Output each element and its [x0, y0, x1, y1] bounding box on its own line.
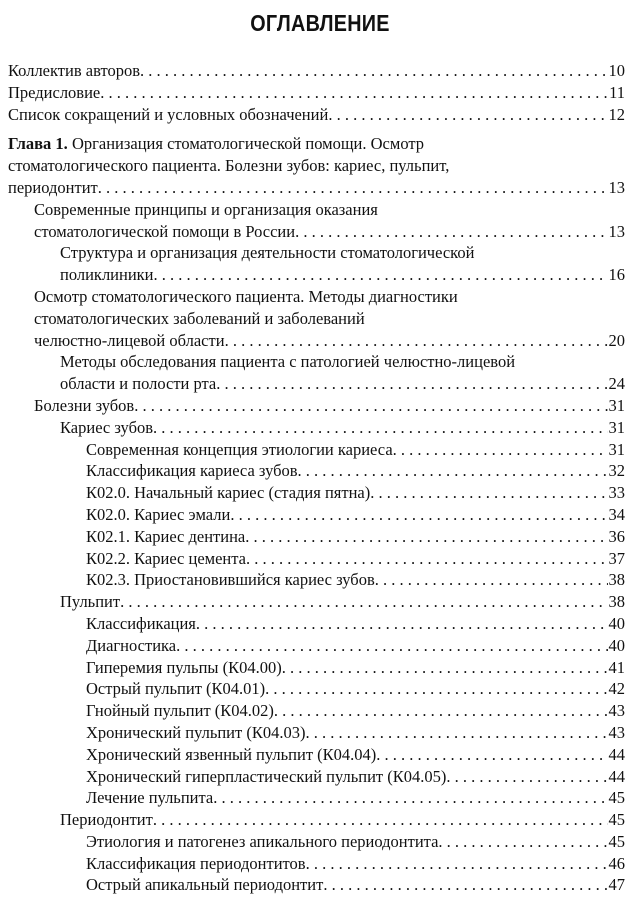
page-number: 41 [608, 657, 625, 677]
toc-entry-text [86, 526, 245, 548]
toc-entry-text [86, 548, 246, 570]
toc-entry-last-line [86, 460, 625, 482]
toc-entry-text [86, 482, 370, 504]
toc-entry-text [60, 417, 153, 439]
dot-leader [306, 853, 608, 875]
toc-entry[interactable] [86, 700, 625, 722]
dot-leader [305, 722, 607, 744]
dot-leader [265, 678, 607, 700]
page-number: 36 [608, 526, 625, 546]
toc-entry-title: Хронический язвенный пульпит (К04.04) [86, 744, 377, 764]
toc-entry[interactable] [8, 82, 625, 104]
dot-leader [120, 591, 607, 613]
toc-entry-text [34, 287, 458, 306]
toc-entry-last-line [86, 853, 625, 875]
toc-entry[interactable] [86, 831, 625, 853]
toc-entry[interactable] [34, 395, 625, 417]
toc-entry[interactable] [86, 460, 625, 482]
toc-entry-title: Классификация периодонтитов [86, 853, 306, 873]
toc-entry-text [34, 309, 365, 328]
page-number: 45 [608, 831, 625, 851]
toc-entry-line [60, 351, 625, 373]
page-number: 31 [608, 417, 625, 437]
toc-entry-text [86, 439, 393, 461]
dot-leader [328, 104, 607, 126]
toc-entry-text [86, 831, 438, 853]
dot-leader [393, 439, 608, 461]
dot-leader [323, 874, 607, 896]
page-number: 11 [609, 82, 625, 102]
toc-entry-last-line [86, 439, 625, 461]
toc-entry-line [8, 133, 625, 155]
toc-entry-text [60, 373, 216, 395]
toc-entry[interactable] [86, 613, 625, 635]
dot-leader [100, 82, 608, 104]
toc-entry-last-line [8, 82, 625, 104]
toc-entry-title: Пульпит [60, 592, 121, 612]
toc-entry[interactable] [8, 133, 625, 198]
toc-entry-title: Осмотр стоматологического пациента. Методы диагностики [34, 286, 458, 306]
toc-entry-text [86, 678, 265, 700]
toc-entry-last-line [86, 613, 625, 635]
toc-entry-title: Современная концепция этиологии кариеса [86, 439, 393, 459]
toc-entry-last-line [34, 221, 625, 243]
toc-entry-title: Классификация кариеса зубов [86, 461, 298, 481]
page-number: 45 [608, 810, 625, 830]
toc-entry[interactable] [60, 242, 625, 286]
toc-entry[interactable] [60, 417, 625, 439]
toc-entry-last-line [60, 591, 625, 613]
toc-entry-title: Хронический гиперпластический пульпит (К04.05) [86, 766, 447, 786]
chapter-label: Глава 1. [8, 134, 68, 154]
toc-entry-title: стоматологического пациента. Болезни зубов: кариес, пульпит, [8, 156, 450, 176]
dot-leader [213, 787, 607, 809]
toc-entry-title: Лечение пульпита [86, 788, 214, 808]
toc-entry-text [34, 395, 134, 417]
toc-entry-text [34, 330, 225, 352]
toc-entry-line [34, 199, 625, 221]
page-number: 10 [608, 61, 625, 80]
toc-entry-last-line [86, 831, 625, 853]
toc-entry[interactable] [86, 504, 625, 526]
page-number: 12 [608, 104, 625, 124]
toc-entry-title: периодонтит [8, 177, 98, 197]
toc-entry-line [34, 308, 625, 330]
toc-entry[interactable] [86, 678, 625, 700]
page-number: 16 [608, 265, 625, 285]
dot-leader [154, 264, 608, 286]
page-number: 44 [608, 744, 625, 764]
toc-entry-last-line [8, 60, 625, 82]
toc-entry[interactable] [86, 722, 625, 744]
toc-entry-last-line [86, 874, 625, 896]
toc-entry[interactable] [86, 635, 625, 657]
dot-leader [274, 700, 608, 722]
page-number: 38 [608, 570, 625, 590]
toc-entry-title: Классификация [86, 613, 196, 633]
toc-entry-last-line [86, 657, 625, 679]
page-number: 38 [608, 592, 625, 612]
toc-entry[interactable] [86, 439, 625, 461]
dot-leader [196, 613, 608, 635]
toc-entry-title: К02.0. Начальный кариес (стадия пятна) [86, 483, 371, 503]
page-number: 13 [608, 177, 625, 197]
dot-leader [216, 373, 607, 395]
page-number: 20 [608, 330, 625, 350]
toc-entry-last-line [86, 700, 625, 722]
toc-entry-last-line [86, 504, 625, 526]
page-number: 13 [608, 221, 625, 241]
page-number: 24 [608, 374, 625, 394]
dot-leader [225, 330, 608, 352]
toc-entry-title: Предисловие [8, 82, 101, 102]
toc-entry-text [60, 809, 153, 831]
toc-entry-text [86, 635, 176, 657]
page-number: 47 [608, 875, 625, 895]
dot-leader [230, 504, 607, 526]
dot-leader [295, 221, 607, 243]
toc-entry-title: Острый апикальный периодонтит [86, 875, 324, 895]
toc-entry-last-line [86, 635, 625, 657]
toc-entry-text [86, 874, 323, 896]
toc-entry[interactable] [8, 60, 625, 82]
toc-entry-title: челюстно-лицевой области [34, 330, 225, 350]
toc-entry-text [86, 613, 196, 635]
toc-entry-text [86, 744, 376, 766]
dot-leader [370, 482, 607, 504]
toc-entry[interactable] [8, 104, 625, 126]
dot-leader [375, 569, 608, 591]
toc-entry-title: Методы обследования пациента с патологией челюстно-лицевой [60, 352, 516, 372]
toc-entry-last-line [86, 787, 625, 809]
toc-entry[interactable] [60, 351, 625, 395]
toc-entry-text [86, 700, 274, 722]
page-number: 40 [608, 613, 625, 633]
table-of-contents [8, 60, 625, 896]
page-number: 37 [608, 548, 625, 568]
toc-entry-last-line [86, 526, 625, 548]
dot-leader [245, 526, 607, 548]
dot-leader [446, 766, 607, 788]
toc-entry-last-line [34, 395, 625, 417]
toc-entry-text [8, 104, 328, 126]
dot-leader [376, 744, 607, 766]
toc-entry-line [60, 242, 625, 264]
dot-leader [153, 417, 607, 439]
toc-entry-text [8, 82, 100, 104]
toc-entry-title: Гиперемия пульпы (К04.00) [86, 657, 282, 677]
toc-entry-line [34, 286, 625, 308]
page-number: 31 [608, 439, 625, 459]
toc-entry-title: Гнойный пульпит (К04.02) [86, 701, 274, 721]
toc-entry-text [8, 177, 98, 199]
toc-entry-title: Современные принципы и организация оказания [34, 199, 378, 219]
page-number: 40 [608, 635, 625, 655]
toc-entry-title: Болезни зубов [34, 395, 135, 415]
toc-entry[interactable] [86, 569, 625, 591]
dot-leader [140, 60, 608, 82]
toc-entry-text [86, 787, 213, 809]
toc-entry-last-line [60, 264, 625, 286]
toc-entry-title: К02.0. Кариес эмали [86, 504, 231, 524]
page-number: 44 [608, 766, 625, 786]
toc-entry-title: Хронический пульпит (К04.03) [86, 722, 306, 742]
dot-leader [98, 177, 608, 199]
toc-entry-last-line [86, 766, 625, 788]
toc-entry-title: К02.3. Приостановившийся кариес зубов [86, 570, 375, 590]
toc-entry-title: области и полости рта [60, 374, 217, 394]
page-number: 42 [608, 679, 625, 699]
toc-entry-line [8, 155, 625, 177]
dot-leader [176, 635, 607, 657]
toc-entry[interactable] [86, 657, 625, 679]
toc-entry-text [86, 569, 375, 591]
toc-entry-title: Список сокращений и условных обозначений [8, 104, 329, 124]
page-number: 45 [608, 788, 625, 808]
toc-entry-title: Этиология и патогенез апикального периодонтита [86, 831, 439, 851]
dot-leader [438, 831, 607, 853]
toc-entry-title: К02.1. Кариес дентина [86, 526, 246, 546]
toc-entry-last-line [86, 482, 625, 504]
toc-entry-text [60, 352, 515, 371]
page-number: 43 [608, 722, 625, 742]
toc-entry[interactable] [86, 874, 625, 896]
page-number: 43 [608, 701, 625, 721]
toc-entry-title: поликлиники [60, 265, 154, 285]
toc-entry-last-line [86, 569, 625, 591]
toc-entry[interactable] [34, 286, 625, 351]
toc-entry-last-line [86, 548, 625, 570]
toc-entry-title: Коллектив авторов [8, 61, 140, 80]
toc-entry-last-line [60, 373, 625, 395]
toc-entry-text [60, 591, 120, 613]
toc-entry-text [86, 504, 230, 526]
toc-entry-last-line [8, 104, 625, 126]
section-gap [8, 125, 625, 133]
toc-entry-title: Периодонтит [60, 810, 153, 830]
toc-entry-title: Диагностика [86, 635, 177, 655]
toc-entry-text [86, 460, 298, 482]
toc-entry[interactable] [34, 199, 625, 243]
toc-entry-text [8, 60, 140, 82]
toc-entry-text [60, 264, 154, 286]
toc-entry-text [86, 722, 305, 744]
page-number: 46 [608, 853, 625, 873]
page-number: 33 [608, 483, 625, 503]
toc-entry-text [8, 134, 424, 153]
dot-leader [153, 809, 608, 831]
dot-leader [134, 395, 607, 417]
toc-entry[interactable] [86, 744, 625, 766]
toc-entry[interactable] [86, 787, 625, 809]
toc-entry-text [86, 853, 306, 875]
page-number: 32 [608, 461, 625, 481]
toc-entry-text [86, 657, 282, 679]
page-title: ОГЛАВЛЕНИЕ [250, 10, 390, 36]
toc-entry-title: Организация стоматологической помощи. Осмотр [67, 134, 425, 154]
toc-entry-title: Кариес зубов [60, 417, 154, 437]
toc-entry[interactable] [86, 548, 625, 570]
toc-entry-last-line [86, 744, 625, 766]
toc-entry-last-line [60, 809, 625, 831]
toc-entry-text [86, 766, 446, 788]
dot-leader [298, 460, 608, 482]
dot-leader [282, 657, 608, 679]
toc-entry[interactable] [60, 591, 625, 613]
toc-entry-last-line [8, 177, 625, 199]
toc-entry-title: Острый пульпит (К04.01) [86, 679, 266, 699]
toc-entry[interactable] [60, 809, 625, 831]
page-number: 34 [608, 504, 625, 524]
toc-entry-text [60, 243, 474, 262]
toc-entry-last-line [34, 330, 625, 352]
toc-entry-text [34, 221, 295, 243]
toc-entry-title: К02.2. Кариес цемента [86, 548, 246, 568]
toc-entry[interactable] [86, 526, 625, 548]
toc-entry-title: стоматологических заболеваний и заболеваний [34, 308, 365, 328]
toc-entry-title: стоматологической помощи в России [34, 221, 296, 241]
page-number: 31 [608, 395, 625, 415]
dot-leader [246, 548, 608, 570]
toc-entry-last-line [86, 722, 625, 744]
toc-entry-text [8, 156, 449, 175]
toc-entry[interactable] [86, 766, 625, 788]
toc-entry-text [34, 200, 378, 219]
toc-entry-title: Структура и организация деятельности стоматологической [60, 243, 475, 263]
toc-entry[interactable] [86, 853, 625, 875]
toc-entry-last-line [60, 417, 625, 439]
toc-entry[interactable] [86, 482, 625, 504]
toc-entry-last-line [86, 678, 625, 700]
